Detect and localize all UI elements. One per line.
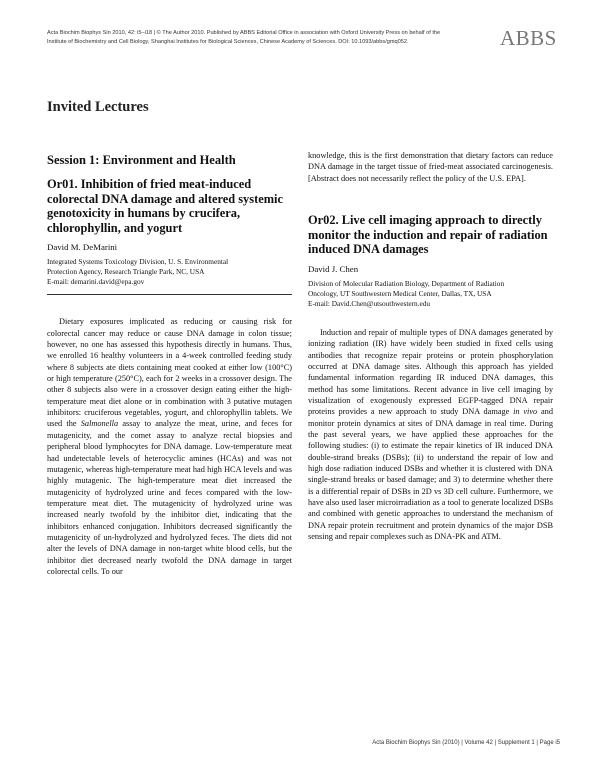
article2-affiliation-line1: Division of Molecular Radiation Biology, Department of Radiation <box>308 278 505 288</box>
article2-affiliation-line2: Oncology, UT Southwestern Medical Center, Dallas, TX, USA <box>308 288 492 298</box>
article2-email[interactable]: E-mail: David.Chen@utsouthwestern.edu <box>308 298 431 308</box>
article2-abstract-part-b: and monitor protein dynamics at sites of DNA damage in real time. During the past several years, we have applied these approaches for the following studies: (i) to estimate the repair kinetics of IR induced DNA double-strand breaks (DSBs); (ii) to understand the repair of low and high dose radiation induced DSBs and whether it is clustered with DNA single-strand breaks or based damage; and 3) to determine whether there is a differential repair of DSBs in 2D vs 3D cell culture. Furthermore, we have also used laser microirradiation as a tool to generate localized DSBs and combined with genetic approaches to understand the mechanism of DNA repair protein recruitment and protein dynamics of the major DSB sensing and repair complexes such as DNA-PK and ATM. <box>308 407 553 541</box>
article1-affiliation-line2: Protection Agency, Research Triangle Park, NC, USA <box>47 267 205 277</box>
section-heading: Invited Lectures <box>47 99 149 115</box>
article1-author: David M. DeMarini <box>47 242 118 253</box>
article1-abstract-part-a: Dietary exposures implicated as reducing or causing risk for colorectal cancer may reduce or cause DNA damage in colon tissue; however, no one has assessed this hypothesis directly in humans. Thus, we enrolled 16 healthy volunteers in a 4-week controlled feeding study where 8 subjects ate diets containing meat cooked at either low (100°C) or high temperature (250°C), each for 2 weeks in a crossover design. The other 8 subjects also were in a crossover design eating either the high-temperature meat diet alone or in combination with 3 putative mutagen inhibitors: cruciferous vegetables, yogurt, and chlorophyllin tablets. We used the <box>47 317 292 429</box>
article1-affiliation-line1: Integrated Systems Toxicology Division, U. S. Environmental <box>47 257 229 267</box>
article1-title: Or01. Inhibition of fried meat-induced colorectal DNA damage and altered systemic genotoxicity in humans by crucifera, chlorophyllin, and yogurt <box>47 177 283 235</box>
article2-abstract-italic: in vivo <box>513 407 538 417</box>
article1-abstract-italic: Salmonella <box>80 419 119 429</box>
article2-abstract <box>308 327 553 543</box>
article1-abstract-continuation: knowledge, this is the first demonstration that dietary factors can reduce DNA damage in the target tissue of fried-meat associated carcinogenesis. [Abstract does not necessarily reflect the policy of the U.S. EPA]. <box>308 151 553 183</box>
page-footer: Acta Biochim Biophys Sin (2010) | Volume 42 | Supplement 1 | Page i5 <box>372 740 560 746</box>
abbs-logo: ABBS <box>500 26 557 50</box>
journal-header <box>47 29 467 47</box>
article1-abstract <box>47 316 292 577</box>
right-column <box>308 150 553 542</box>
article2-author: David J. Chen <box>308 263 359 274</box>
article2-title: Or02. Live cell imaging approach to directly monitor the induction and repair of radiation induced DNA damages <box>308 213 548 257</box>
session-title: Session 1: Environment and Health <box>47 153 236 167</box>
article1-abstract-part-b: assay to analyze the meat, urine, and feces for mutagenicity, and the comet assay to analyze rectal biopsies and peripheral blood lymphocytes for DNA damage. Low-temperature meat had undetectable levels of heterocyclic amines (HCAs) and was not mutagenic, whereas high-temperature meat had high HCA levels and was highly mutagenic. The high-temperature meat diet increased the mutagenicity of hydrolyzed urine and feces compared with the low-temperature meat diet. The mutagenicity of hydrolyzed urine was increased nearly twofold by the inhibitor diet, indicating that the inhibitors enhanced conjugation. Inhibitors decreased significantly the mutagenicity of un-hydrolyzed and hydrolyzed feces. The diets did not alter the levels of DNA damage in non-target white blood cells, but the inhibitor diet decreased nearly twofold the DNA damage in target colorectal cells. To our <box>47 419 292 576</box>
article2-abstract-part-a: Induction and repair of multiple types of DNA damages generated by ionizing radiation (IR) have widely been studied in fixed cells using antibodies that recognize repair proteins or protein phosphorylation occurred at DNA damage sites. Although this approach has yielded fundamental information regarding IR induced DNA damages, this method has some limitations. Recent advance in live cell imaging by visualization of exogenously expressed EGFP-tagged DNA repair proteins provides a new approach to study DNA damage <box>308 327 553 417</box>
header-line-2: Institute of Biochemistry and Cell Biology, Shanghai Institutes for Biological Sciences, Chinese Academy of Sciences. DOI: 10.1093/abbs/gmq052. <box>47 39 409 45</box>
left-column <box>47 150 292 577</box>
header-line-1: Acta Biochim Biophys Sin 2010, 42: i5–i18 | © The Author 2010. Published by ABBS Editorial Office in association with Oxford University Press on behalf of the <box>47 30 441 36</box>
article1-email[interactable]: E-mail: demarini.david@epa.gov <box>47 277 145 287</box>
